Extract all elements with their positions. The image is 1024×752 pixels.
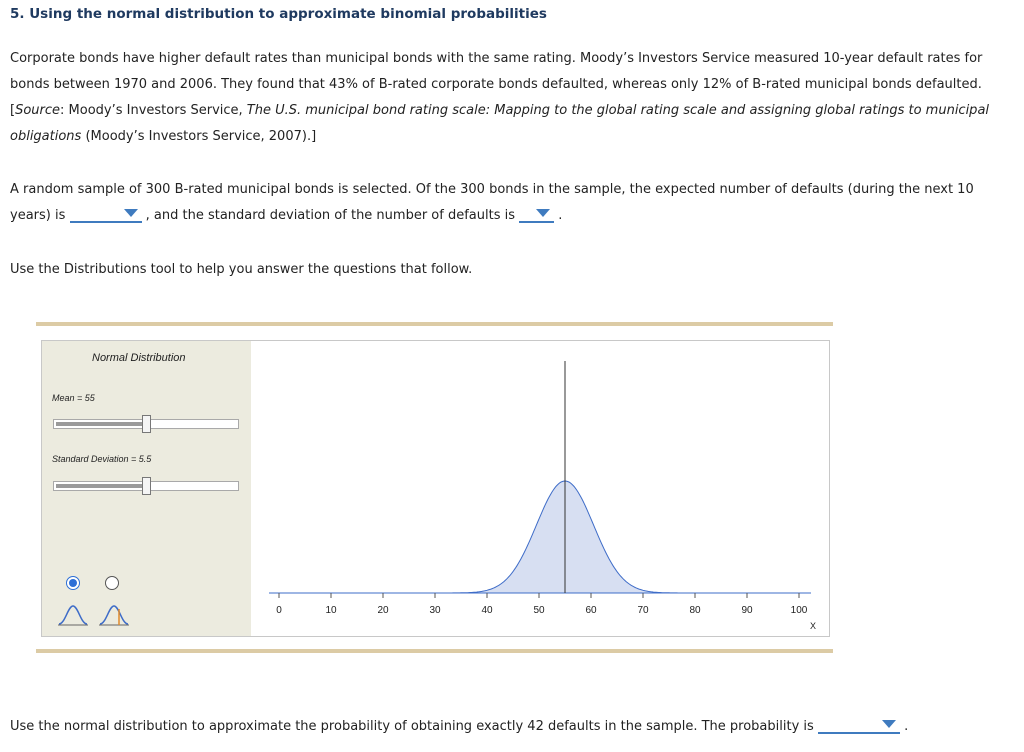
sd-label: Standard Deviation = 5.5 — [52, 454, 152, 464]
expected-defaults-dropdown[interactable] — [70, 205, 142, 223]
x-axis-ticks — [276, 593, 808, 616]
x-tick-label: 20 — [377, 605, 389, 616]
question-text-b: , and the standard deviation of the number of defaults is — [141, 208, 520, 223]
x-tick-label: 100 — [790, 605, 808, 616]
chevron-down-icon — [124, 209, 138, 217]
x-tick-label: 50 — [533, 605, 545, 616]
normal-plot — [42, 341, 829, 636]
x-tick-label: 40 — [481, 605, 493, 616]
x-tick-label: 90 — [741, 605, 753, 616]
tool-top-border — [36, 322, 833, 326]
x-tick-label: 80 — [689, 605, 701, 616]
std-dev-dropdown[interactable] — [519, 205, 554, 223]
source-end: (Moody’s Investors Service, 2007).] — [81, 129, 317, 144]
x-tick-label: 0 — [276, 605, 282, 616]
question-text-e: . — [899, 719, 909, 734]
question-text-d: Use the normal distribution to approximate the probability of obtaining exactly 42 defaults in the sample. The probability is — [10, 719, 818, 734]
source-text: : Moody’s Investors Service, — [60, 103, 247, 118]
source-title: The U.S. municipal bond rating scale: Mapping to the global rating scale and assigning global ratings to municipal obligations — [10, 103, 990, 144]
chevron-down-icon — [882, 720, 896, 728]
context-text: Corporate bonds have higher default rates than municipal bonds with the same rating. Moody’s Investors Service measured 10-year default rates for bonds between 1970 and 2006. They found that 43% of B-rated corporate bonds defaulted, whereas only 12% of B-rated municipal bonds defaulted. [ — [10, 51, 983, 118]
mean-label: Mean = 55 — [52, 393, 95, 403]
x-tick-label: 10 — [325, 605, 337, 616]
distribution-title: Normal Distribution — [92, 352, 186, 364]
question-text-a: A random sample of 300 B-rated municipal bonds is selected. Of the 300 bonds in the sample, the expected number of defaults (during the next 10 years) is — [10, 182, 974, 223]
question-heading: 5. Using the normal distribution to approximate binomial probabilities — [10, 6, 547, 22]
density-area — [279, 481, 799, 593]
x-tick-label: 60 — [585, 605, 597, 616]
tool-bottom-border — [36, 649, 833, 653]
x-tick-label: 70 — [637, 605, 649, 616]
x-tick-label: 30 — [429, 605, 441, 616]
source-label: Source — [15, 103, 61, 118]
chevron-down-icon — [536, 209, 550, 217]
x-axis-label: X — [809, 621, 817, 631]
distributions-tool — [41, 340, 830, 637]
expected-defaults-question — [10, 177, 1015, 229]
probability-question — [10, 714, 908, 740]
probability-dropdown[interactable] — [818, 716, 900, 734]
question-text-c: . — [554, 208, 563, 223]
context-paragraph — [10, 46, 1015, 150]
tool-instruction: Use the Distributions tool to help you answer the questions that follow. — [10, 262, 473, 277]
